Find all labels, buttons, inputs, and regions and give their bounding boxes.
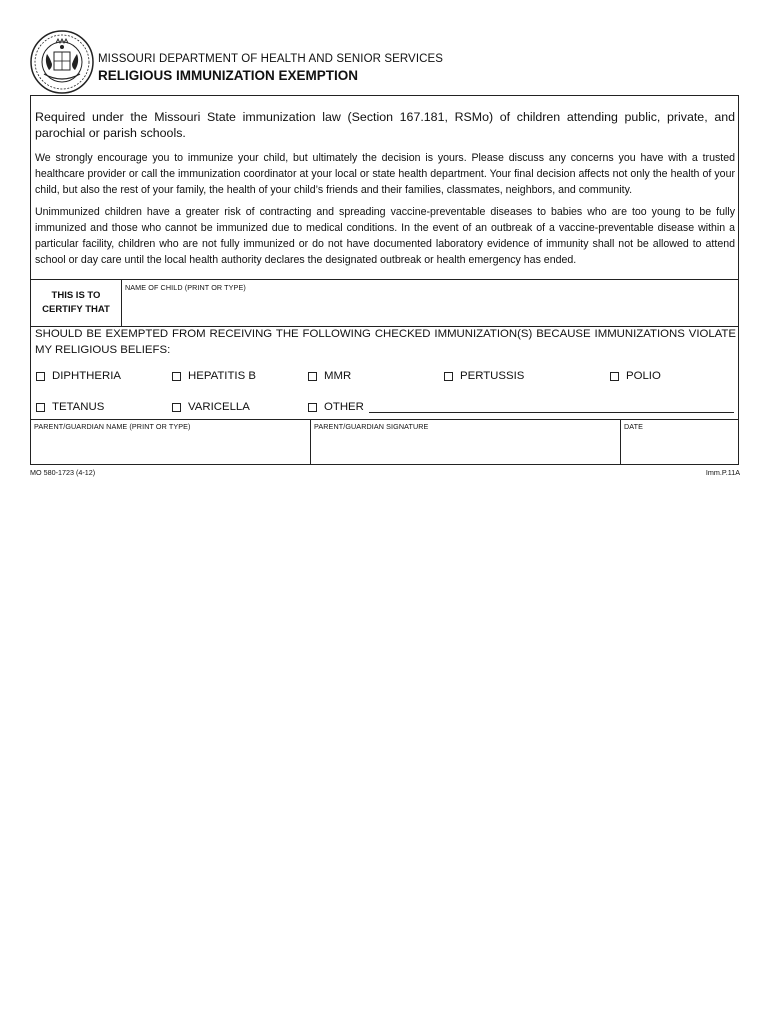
missouri-state-seal [30, 30, 94, 94]
divider [620, 419, 621, 464]
date-field[interactable] [623, 433, 735, 461]
pertussis-option[interactable] [444, 370, 524, 382]
pertussis-checkbox[interactable] [444, 372, 453, 381]
agency-name: MISSOURI DEPARTMENT OF HEALTH AND SENIOR SERVICES [98, 53, 444, 65]
divider [310, 419, 311, 464]
diphtheria-option[interactable] [36, 370, 121, 382]
child-name-label: NAME OF CHILD (PRINT OR TYPE) [125, 283, 246, 292]
intro-text: Required under the Missouri State immunization law (Section 167.181, RSMo) of children attending public, private, and parochial or parish schools. [35, 110, 735, 140]
guardian-signature-field[interactable] [313, 433, 617, 461]
polio-option[interactable] [610, 370, 661, 382]
other-label: OTHER [324, 401, 364, 413]
other-option[interactable] [308, 401, 734, 413]
form-code: Imm.P.11A [705, 468, 740, 477]
certify-line-2: CERTIFY THAT [42, 304, 110, 315]
polio-label: POLIO [626, 370, 661, 382]
form-title: RELIGIOUS IMMUNIZATION EXEMPTION [98, 68, 359, 83]
other-checkbox[interactable] [308, 403, 317, 412]
diphtheria-checkbox[interactable] [36, 372, 45, 381]
mmr-checkbox[interactable] [308, 372, 317, 381]
mmr-label: MMR [324, 370, 352, 382]
exemption-form [30, 95, 739, 465]
diphtheria-label: DIPHTHERIA [52, 370, 121, 382]
certify-heading [31, 280, 121, 326]
child-name-field[interactable] [125, 294, 735, 324]
risk-paragraph: Unimmunized children have a greater risk of contracting and spreading vaccine-preventable diseases to babies who are too young to be fully immunized and those who cannot be immunized due to medical conditions. In the event of an outbreak of a vaccine-preventable disease within a particular facility, children who are not fully immunized or do not have documented laboratory evidence of immunity shall not be allowed to attend school or day care until the local health authority declares the designated outbreak or health emergency has ended. [35, 206, 735, 266]
certify-line-1: THIS IS TO [51, 290, 101, 301]
hepatitis-b-option[interactable] [172, 370, 256, 382]
exemption-statement: SHOULD BE EXEMPTED FROM RECEIVING THE FOLLOWING CHECKED IMMUNIZATION(S) BECAUSE IMMUNIZATIONS VIOLATE MY RELIGIOUS BELIEFS: [35, 328, 736, 356]
varicella-option[interactable] [172, 401, 250, 413]
mmr-option[interactable] [308, 370, 351, 382]
varicella-checkbox[interactable] [172, 403, 181, 412]
pertussis-label: PERTUSSIS [460, 370, 525, 382]
date-label: DATE [624, 422, 644, 431]
tetanus-option[interactable] [36, 401, 104, 413]
divider [31, 419, 738, 420]
encouragement-paragraph: We strongly encourage you to immunize your child, but ultimately the decision is yours. Please discuss any concerns you have with a trusted healthcare provider or call the immunization coordinator at your local or state health department. Your final decision affects not only the health of your child, but also the rest of your family, the health of your child’s friends and their families, classmates, neighbors, and community. [35, 152, 735, 196]
other-field[interactable] [369, 402, 734, 413]
varicella-label: VARICELLA [188, 401, 250, 413]
guardian-signature-label: PARENT/GUARDIAN SIGNATURE [314, 422, 429, 431]
divider [31, 279, 738, 280]
tetanus-checkbox[interactable] [36, 403, 45, 412]
hepatitis-b-checkbox[interactable] [172, 372, 181, 381]
form-number: MO 580-1723 (4-12) [30, 468, 96, 477]
guardian-name-label: PARENT/GUARDIAN NAME (PRINT OR TYPE) [34, 422, 191, 431]
tetanus-label: TETANUS [52, 401, 105, 413]
polio-checkbox[interactable] [610, 372, 619, 381]
divider [121, 279, 122, 326]
guardian-name-field[interactable] [33, 433, 307, 461]
hepatitis-b-label: HEPATITIS B [188, 370, 256, 382]
